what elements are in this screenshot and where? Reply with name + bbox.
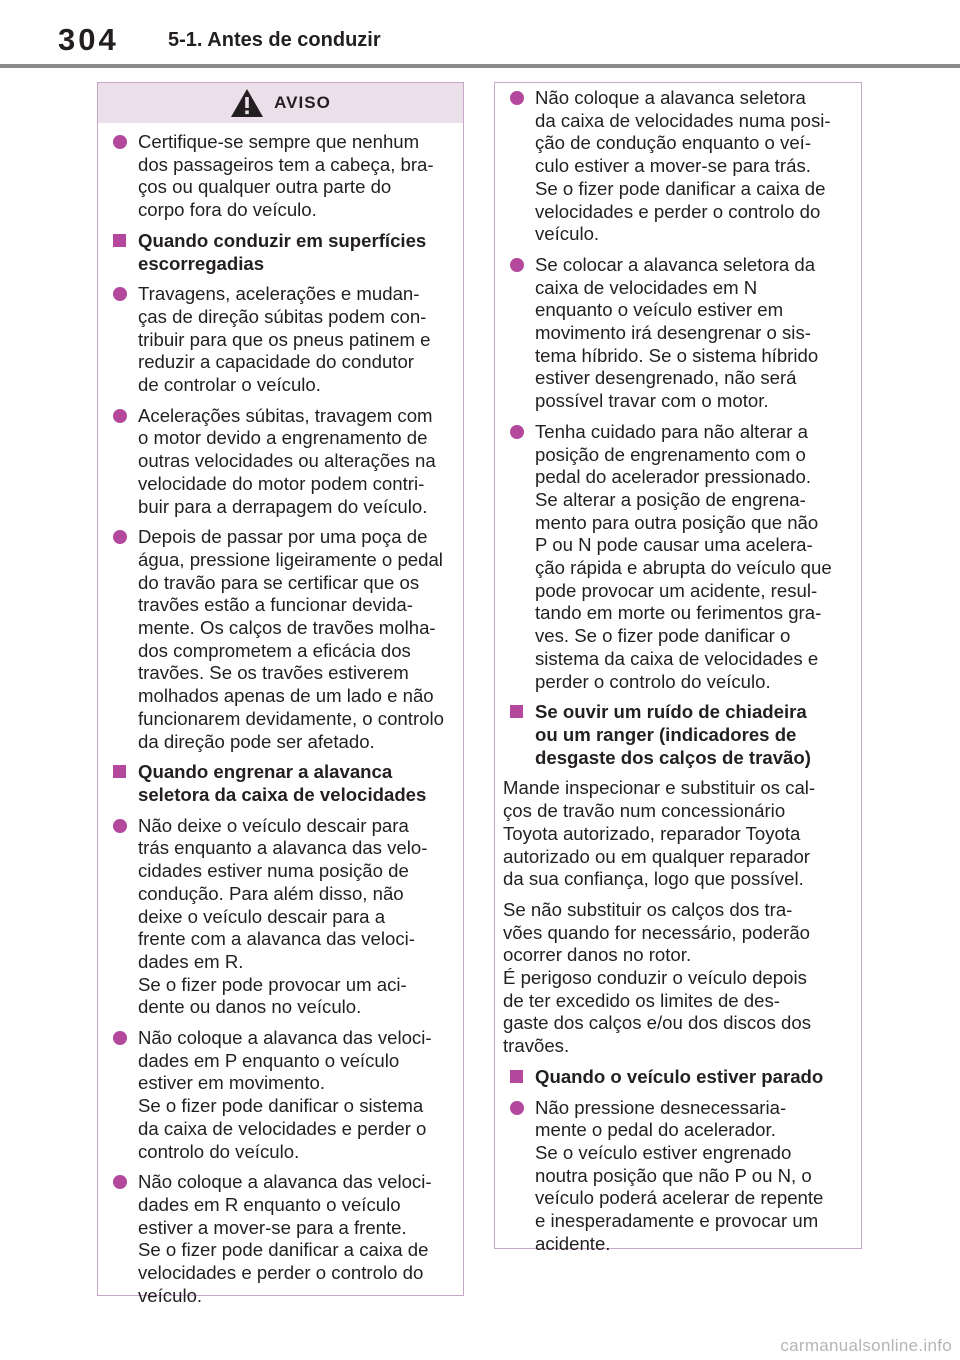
item-text: Se ouvir um ruído de chiadeira ou um ranger (indicadores de desgaste dos calços de travão)	[535, 701, 811, 768]
heading-square-icon	[510, 1070, 523, 1083]
bullet-item	[112, 405, 449, 519]
page-header	[0, 0, 960, 70]
bullet-dot-icon	[113, 409, 127, 423]
bullet-dot-icon	[510, 258, 524, 272]
subheading	[509, 701, 847, 769]
left-column-content	[112, 131, 449, 1307]
bullet-item	[112, 131, 449, 222]
warning-box-left	[97, 82, 464, 1306]
bullet-item	[112, 526, 449, 753]
paragraph	[503, 777, 847, 891]
warning-title: AVISO	[274, 93, 331, 112]
bullet-dot-icon	[113, 287, 127, 301]
heading-square-icon	[113, 765, 126, 778]
bullet-item	[112, 1171, 449, 1307]
subheading	[112, 230, 449, 275]
item-text: Não coloque a alavanca das veloci- dades em P enquanto o veículo estiver em movimento. Se o fizer pode danificar o sistema da caixa de velocidades e perder o controlo do veículo.	[138, 1027, 432, 1162]
section-title: 5-1. Antes de conduzir	[168, 29, 381, 51]
bullet-dot-icon	[113, 530, 127, 544]
bullet-dot-icon	[113, 819, 127, 833]
header-rule	[0, 64, 960, 68]
bullet-item	[509, 87, 847, 246]
item-text: Não coloque a alavanca seletora da caixa de velocidades numa posi- ção de condução enquanto o veí- culo estiver a mover-se para trás. Se o fizer pode danificar a caixa de velocidades e perder o controlo do veículo.	[535, 87, 831, 245]
watermark: carmanualsonline.info	[780, 1336, 952, 1355]
bullet-dot-icon	[510, 91, 524, 105]
heading-square-icon	[510, 705, 523, 718]
bullet-dot-icon	[113, 135, 127, 149]
item-text: Quando engrenar a alavanca seletora da caixa de velocidades	[138, 761, 427, 805]
warning-box-right	[494, 82, 862, 1254]
bullet-dot-icon	[510, 1101, 524, 1115]
item-text: Quando o veículo estiver parado	[535, 1065, 824, 1087]
item-text: Acelerações súbitas, travagem com o motor devido a engrenamento de outras velocidades ou alterações na velocidade do motor podem contri- buir para a derrapagem do veículo.	[138, 404, 436, 517]
bullet-dot-icon	[510, 425, 524, 439]
subheading	[509, 1066, 847, 1089]
subheading	[112, 761, 449, 806]
right-column-content	[503, 87, 847, 1255]
bullet-item	[112, 283, 449, 397]
item-text: Não deixe o veículo descair para trás enquanto a alavanca das velo- cidades estiver numa posição de condução. Para além disso, não deixe o veículo descair para a frente com a alavanca das veloci- dades em R. Se o fizer pode provocar um aci- dente ou danos no veículo.	[138, 814, 428, 1018]
item-text: Quando conduzir em superfícies escorregadias	[138, 229, 427, 274]
page-number: 304	[58, 22, 119, 57]
item-text: Travagens, acelerações e mudan- ças de direção súbitas podem con- tribuir para que os pneus patinem e reduzir a capacidade do condutor de controlar o veículo.	[138, 283, 431, 396]
item-text: Não pressione desnecessaria- mente o pedal do acelerador. Se o veículo estiver engrenado noutra posição que não P ou N, o veículo poderá acelerar de repente e inesperadamente e provocar um acidente.	[535, 1096, 824, 1254]
bullet-item	[112, 815, 449, 1019]
bullet-dot-icon	[113, 1031, 127, 1045]
paragraph	[503, 899, 847, 1058]
heading-square-icon	[113, 234, 126, 247]
item-text: Tenha cuidado para não alterar a posição de engrenamento com o pedal do acelerador pressionado. Se alterar a posição de engrena- mento para outra posição que não P ou N pode causar uma acelera- ção rápida e abrupta do veículo que pode provocar um acidente, resul- tando em morte ou ferimentos gra- ves. Se o fizer pode danificar o sistema da caixa de velocidades e perder o controlo do veículo.	[535, 420, 832, 692]
bullet-item	[509, 1097, 847, 1256]
item-text: Mande inspecionar e substituir os cal- ços de travão num concessionário Toyota autorizado, reparador Toyota autorizado ou em qualquer reparador da sua confiança, logo que possível.	[503, 777, 816, 890]
item-text: Certifique-se sempre que nenhum dos passageiros tem a cabeça, bra- ços ou qualquer outra parte do corpo fora do veículo.	[138, 131, 434, 221]
bullet-item	[509, 421, 847, 693]
bullet-dot-icon	[113, 1175, 127, 1189]
warning-triangle-icon	[230, 88, 264, 118]
warning-header	[98, 83, 463, 123]
bullet-item	[112, 1027, 449, 1163]
item-text: Se colocar a alavanca seletora da caixa de velocidades em N enquanto o veículo estiver em movimento irá desengrenar o sis- tema híbrido. Se o sistema híbrido estiver desengrenado, não será possível travar com o motor.	[535, 253, 819, 412]
bullet-item	[509, 254, 847, 413]
item-text: Depois de passar por uma poça de água, pressione ligeiramente o pedal do travão para se certificar que os travões estão a funcionar devida- mente. Os calços de travões molha- dos comprometem a eficácia dos travões. Se os travões estiverem molhados apenas de um lado e não funcionarem devidamente, o controlo da direção pode ser afetado.	[138, 526, 444, 752]
item-text: Se não substituir os calços dos tra- vões quando for necessário, poderão ocorrer danos no rotor. É perigoso conduzir o veículo depois de ter excedido os limites de des- gaste dos calços e/ou dos discos dos travões.	[503, 898, 812, 1057]
item-text: Não coloque a alavanca das veloci- dades em R enquanto o veículo estiver a mover-se para a frente. Se o fizer pode danificar a caixa de velocidades e perder o controlo do veículo.	[138, 1171, 432, 1306]
